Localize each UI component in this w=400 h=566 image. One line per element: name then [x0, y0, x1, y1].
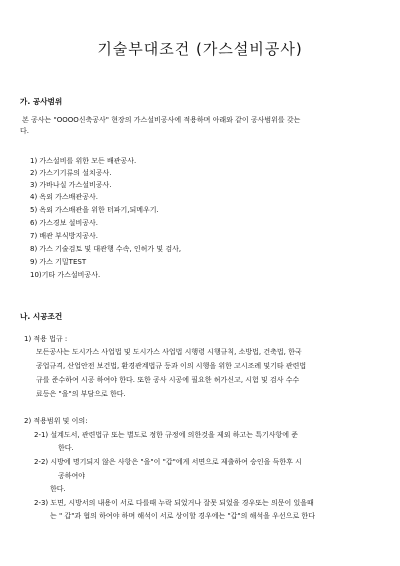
- scope-item: 4) 옥외 가스배관공사.: [30, 193, 98, 201]
- section-heading-scope: 가. 공사범위: [20, 97, 63, 106]
- paragraph-line: 2-1) 설계도서, 관련법규 또는 별도로 정한 규정에 의한것을 제외 하고는 특기사항에 준: [34, 431, 299, 439]
- paragraph-line: 공하여야: [58, 472, 86, 480]
- paragraph-line: 한다.: [58, 444, 74, 452]
- scope-item: 1) 가스설비를 위한 모든 배관공사.: [30, 157, 137, 165]
- document-title: 기술부대조건 (가스설비공사): [97, 40, 303, 58]
- paragraph-line: 규를 준수하여 시공 하여야 한다. 또한 공사 시공에 필요한 허가신고, 시험 및 검사 수수: [36, 376, 300, 384]
- subsection-label: 2) 적용범위 및 이의:: [24, 417, 88, 425]
- scope-item: 10)기타 가스설비공사.: [30, 271, 101, 279]
- scope-item: 3) 가바나실 가스설비공사.: [30, 181, 112, 189]
- intro-line: 다.: [20, 127, 29, 135]
- scope-item: 2) 가스기기류의 설치공사.: [30, 169, 112, 177]
- scope-item: 8) 가스 기술검토 및 대관행 수속, 인허가 및 검사,: [30, 245, 182, 253]
- subsection-label: 1) 적용 법규 :: [24, 335, 68, 343]
- paragraph-line: 한다.: [50, 485, 66, 493]
- paragraph-line: 료등은 "을"의 부담으로 한다.: [36, 390, 126, 398]
- scope-item: 7) 배관 부식방지공사.: [30, 232, 98, 240]
- paragraph-line: 공업규격, 산업안전 보건법, 환경관계법규 등과 이의 시행을 위한 고시조례 및기타 관련법: [36, 362, 307, 370]
- paragraph-line: 2-3) 도면, 시방서의 내용이 서로 다를때 누락 되었거나 잘못 되었을 경우또는 의문이 있을때: [34, 499, 314, 507]
- scope-item: 5) 옥외 가스배관을 위한 터파기,되메우기.: [30, 206, 159, 214]
- intro-line: 본 공사는 "OOOO신축공사" 현장의 가스설비공사에 적용하며 아래와 같이 공사범위를 갖는: [22, 116, 301, 124]
- section-heading-conditions: 나. 시공조건: [20, 312, 63, 321]
- scope-item: 9) 가스 기밀TEST: [30, 258, 87, 266]
- paragraph-line: 는 " 갑"과 협의 하여야 하며 해석이 서로 상이할 경우에는 "갑"의 해석을 우선으로 한다: [50, 512, 315, 520]
- scope-item: 6) 가스경보 설비공사.: [30, 219, 98, 227]
- paragraph-line: 2-2) 시방에 명기되지 않은 사항은 "을"이 "갑"에게 서면으로 제출하여 승인을 득한후 시: [34, 458, 302, 466]
- paragraph-line: 모든공사는 도시가스 사업법 및 도시가스 사업법 시행령 시행규칙, 소방법, 건축법, 한국: [36, 348, 302, 356]
